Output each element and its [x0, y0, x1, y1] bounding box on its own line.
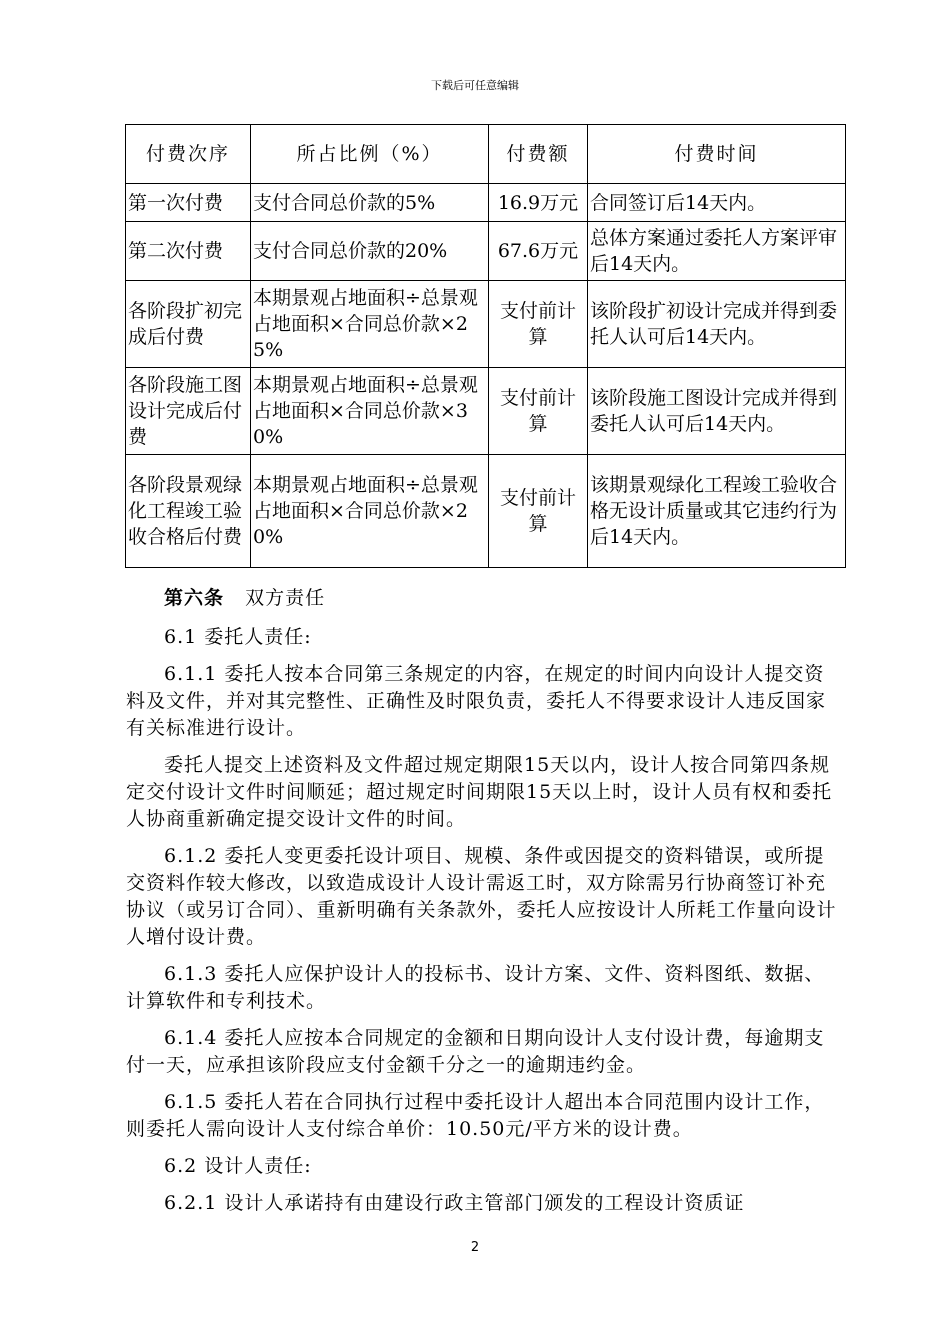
header-cell-amount: 付费额 [489, 125, 588, 184]
paragraph: 6.1.4 委托人应按本合同规定的金额和日期向设计人支付设计费，每逾期支付一天，应承担该阶段应支付金额千分之一的逾期违约金。 [126, 1027, 825, 1076]
paragraph: 6.1.3 委托人应保护设计人的投标书、设计方案、文件、资料图纸、数据、计算软件和专利技术。 [126, 963, 825, 1012]
cell-time: 合同签订后14天内。 [588, 184, 846, 222]
cell-time: 总体方案通过委托人方案评审后14天内。 [588, 222, 846, 281]
paragraph: 6.2.1 设计人承诺持有由建设行政主管部门颁发的工程设计资质证 [164, 1192, 745, 1214]
table-header-row [126, 125, 846, 184]
paragraph: 6.1.5 委托人若在合同执行过程中委托设计人超出本合同范围内设计工作，则委托人需向设计人支付综合单价：10.50元/平方米的设计费。 [126, 1091, 825, 1140]
header-cell-time: 付费时间 [588, 125, 846, 184]
paragraph: 6.1 委托人责任: [164, 626, 312, 648]
cell-ratio: 本期景观占地面积÷总景观占地面积×合同总价款×25% [251, 281, 489, 368]
cell-amount: 支付前计算 [489, 455, 588, 568]
cell-order: 各阶段景观绿化工程竣工验收合格后付费 [126, 455, 251, 568]
table-row [126, 368, 846, 455]
cell-ratio: 支付合同总价款的20% [251, 222, 489, 281]
section-heading [126, 585, 844, 612]
page-header: 下载后可任意编辑 [431, 79, 519, 92]
cell-time: 该阶段施工图设计完成并得到委托人认可后14天内。 [588, 368, 846, 455]
cell-amount: 16.9万元 [489, 184, 588, 222]
page-number: 2 [470, 1240, 480, 1255]
paragraph: 6.2 设计人责任: [164, 1155, 312, 1177]
paragraph: 6.1.2 委托人变更委托设计项目、规模、条件或因提交的资料错误，或所提交资料作较大修改，以致造成设计人设计需返工时，双方除需另行协商签订补充协议（或另订合同）、重新明确有关条款外，委托人应按设计人所耗工作量向设计人增付设计费。 [126, 845, 837, 948]
table-row [126, 455, 846, 568]
cell-order: 各阶段施工图设计完成后付费 [126, 368, 251, 455]
payment-schedule-table [125, 124, 846, 568]
header-cell-order: 付费次序 [126, 125, 251, 184]
cell-amount: 67.6万元 [489, 222, 588, 281]
section-title: 双方责任 [245, 587, 326, 609]
paragraph: 委托人提交上述资料及文件超过规定期限15天以内，设计人按合同第四条规定交付设计文件时间顺延；超过规定时间期限15天以上时，设计人员有权和委托人协商重新确定提交设计文件的时间。 [126, 754, 833, 830]
cell-ratio: 支付合同总价款的5% [251, 184, 489, 222]
cell-amount: 支付前计算 [489, 368, 588, 455]
section-number: 第六条 [164, 587, 225, 609]
cell-order: 第二次付费 [126, 222, 251, 281]
table-row [126, 281, 846, 368]
paragraph: 6.1.1 委托人按本合同第三条规定的内容，在规定的时间内向设计人提交资料及文件，并对其完整性、正确性及时限负责，委托人不得要求设计人违反国家有关标准进行设计。 [126, 663, 827, 739]
header-cell-ratio: 所占比例（%） [251, 125, 489, 184]
cell-order: 各阶段扩初完成后付费 [126, 281, 251, 368]
cell-ratio: 本期景观占地面积÷总景观占地面积×合同总价款×30% [251, 368, 489, 455]
table-row [126, 222, 846, 281]
cell-time: 该期景观绿化工程竣工验收合格无设计质量或其它违约行为后14天内。 [588, 455, 846, 568]
cell-time: 该阶段扩初设计完成并得到委托人认可后14天内。 [588, 281, 846, 368]
cell-order: 第一次付费 [126, 184, 251, 222]
table-row [126, 184, 846, 222]
cell-amount: 支付前计算 [489, 281, 588, 368]
cell-ratio: 本期景观占地面积÷总景观占地面积×合同总价款×20% [251, 455, 489, 568]
document-body [126, 585, 844, 1227]
